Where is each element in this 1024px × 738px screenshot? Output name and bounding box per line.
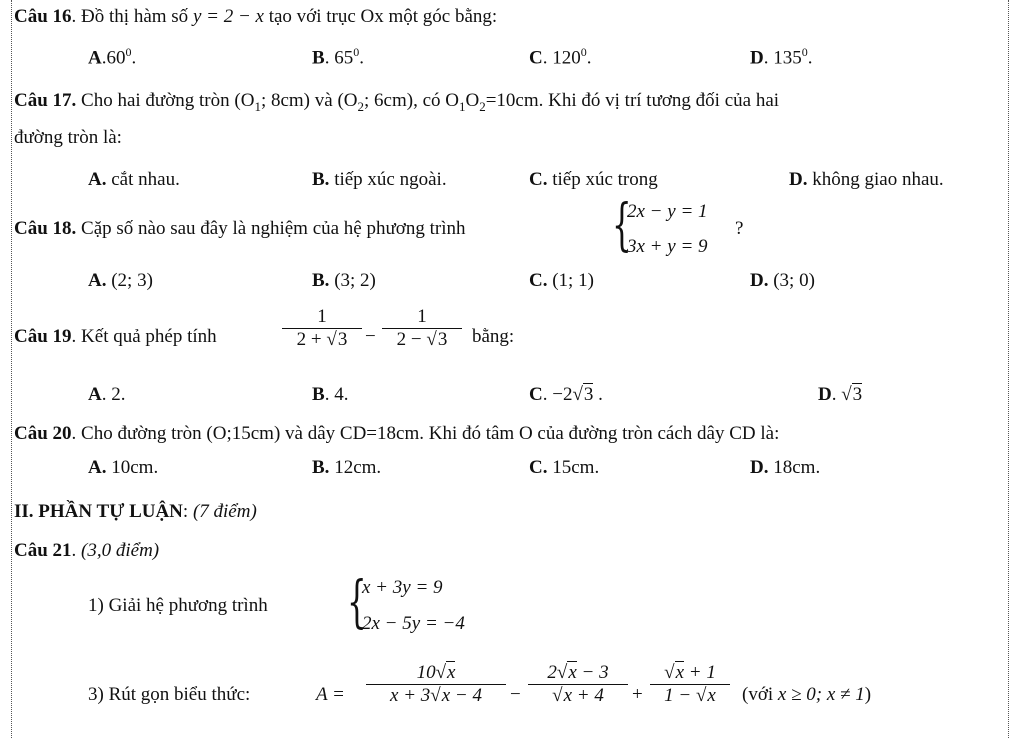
- q21-points: (3,0 điểm): [81, 540, 160, 561]
- part2-points: (7 điểm): [192, 501, 257, 522]
- q19-fraction-1: $\frac{1}{2 + √3}$: [282, 306, 362, 351]
- q17-option-d: D. không giao nhau.: [789, 169, 944, 190]
- page-border-right: [1008, 0, 1009, 738]
- q18-option-a: A. (2; 3): [88, 270, 153, 291]
- q20-option-b: B. 12cm.: [312, 457, 382, 478]
- q21-minus: −: [510, 684, 521, 705]
- q17-option-c: C. tiếp xúc trong: [529, 169, 658, 190]
- q18-question-mark: ?: [735, 218, 744, 239]
- q19-fraction-2: $\frac{1}{2 - √3}$: [382, 306, 462, 351]
- q21-system-brace: {: [347, 570, 367, 635]
- q17-label: Câu 17.: [14, 90, 77, 111]
- page-border-left: [11, 0, 12, 738]
- q17-option-b: B. tiếp xúc ngoài.: [312, 169, 447, 190]
- q18-label: Câu 18.: [14, 218, 77, 239]
- q17-stem-line1: Câu 17. Cho hai đường tròn ($O_1$; 8cm) và ($O_2$; 6cm), có $O_1O_2=10cm$. Khi đó vị trí tương đối của hai: [14, 90, 780, 114]
- q20-option-c: C. 15cm.: [529, 457, 600, 478]
- q21-equation-2: 2x − 5y = −4: [362, 613, 465, 634]
- q19-stem: Câu 19. Kết quả phép tính: [14, 326, 217, 347]
- q18-equation-2: 3x + y = 9: [627, 236, 708, 257]
- q21-heading: Câu 21. (3,0 điểm): [14, 540, 160, 561]
- q21-fraction-3: $\frac{√x + 1}{1 - √x}$: [650, 662, 730, 707]
- q19-option-d: D. √3: [818, 384, 863, 405]
- q16-option-b: B. $65^0$.: [312, 45, 364, 69]
- q21-equation-1: x + 3y = 9: [362, 577, 443, 598]
- q18-option-d: D. (3; 0): [750, 270, 815, 291]
- q18-stem: Câu 18. Cặp số nào sau đây là nghiệm của hệ phương trình: [14, 218, 466, 239]
- q21-part3-text: 3) Rút gọn biểu thức:: [88, 684, 251, 705]
- q16-stem: [14, 6, 497, 28]
- q19-label: Câu 19: [14, 326, 72, 347]
- q16-option-d: D. $135^0$.: [750, 45, 813, 69]
- q21-condition: (với x ≥ 0; x ≠ 1): [742, 684, 872, 705]
- part2-title: II. PHẦN TỰ LUẬN: [14, 501, 183, 522]
- q19-option-b: B. 4.: [312, 384, 349, 405]
- q16-stem-post: tạo với trục Ox một góc bằng:: [263, 6, 498, 27]
- q18-option-b: B. (3; 2): [312, 270, 376, 291]
- q19-minus: −: [365, 326, 376, 347]
- q16-function: y = 2 − x: [192, 6, 264, 27]
- q16-stem-pre: . Đồ thị hàm số: [71, 6, 193, 27]
- q20-stem: Câu 20. Cho đường tròn (O;15cm) và dây CD=18cm. Khi đó tâm O của đường tròn cách dây CD là:: [14, 423, 780, 444]
- q20-label: Câu 20: [14, 423, 72, 444]
- q21-fraction-1: $\frac{10√x}{x + 3√x - 4}$: [366, 662, 506, 707]
- q21-label: Câu 21: [14, 540, 72, 561]
- q18-system-brace: {: [612, 193, 632, 258]
- q18-option-c: C. (1; 1): [529, 270, 594, 291]
- q16-label: Câu 16: [14, 6, 72, 27]
- q21-a-equals: A =: [316, 684, 345, 705]
- q19-option-a: A. 2.: [88, 384, 126, 405]
- q20-option-d: D. 18cm.: [750, 457, 821, 478]
- q21-plus: +: [632, 684, 643, 705]
- q19-option-c: C. −2√3 .: [529, 384, 603, 405]
- q17-option-a: A. cắt nhau.: [88, 169, 180, 190]
- part2-heading: II. PHẦN TỰ LUẬN: (7 điểm): [14, 501, 257, 522]
- q19-stem-post: bằng:: [472, 326, 515, 347]
- q18-equation-1: 2x − y = 1: [627, 201, 708, 222]
- q16-option-c: C. $120^0$.: [529, 45, 592, 69]
- q17-stem-line2: đường tròn là:: [14, 127, 122, 148]
- q21-part1-text: 1) Giải hệ phương trình: [88, 595, 268, 616]
- q21-fraction-2: $\frac{2√x - 3}{√x + 4}$: [528, 662, 628, 707]
- q20-option-a: A. 10cm.: [88, 457, 159, 478]
- q16-option-a: $A.60^0$.: [88, 45, 137, 69]
